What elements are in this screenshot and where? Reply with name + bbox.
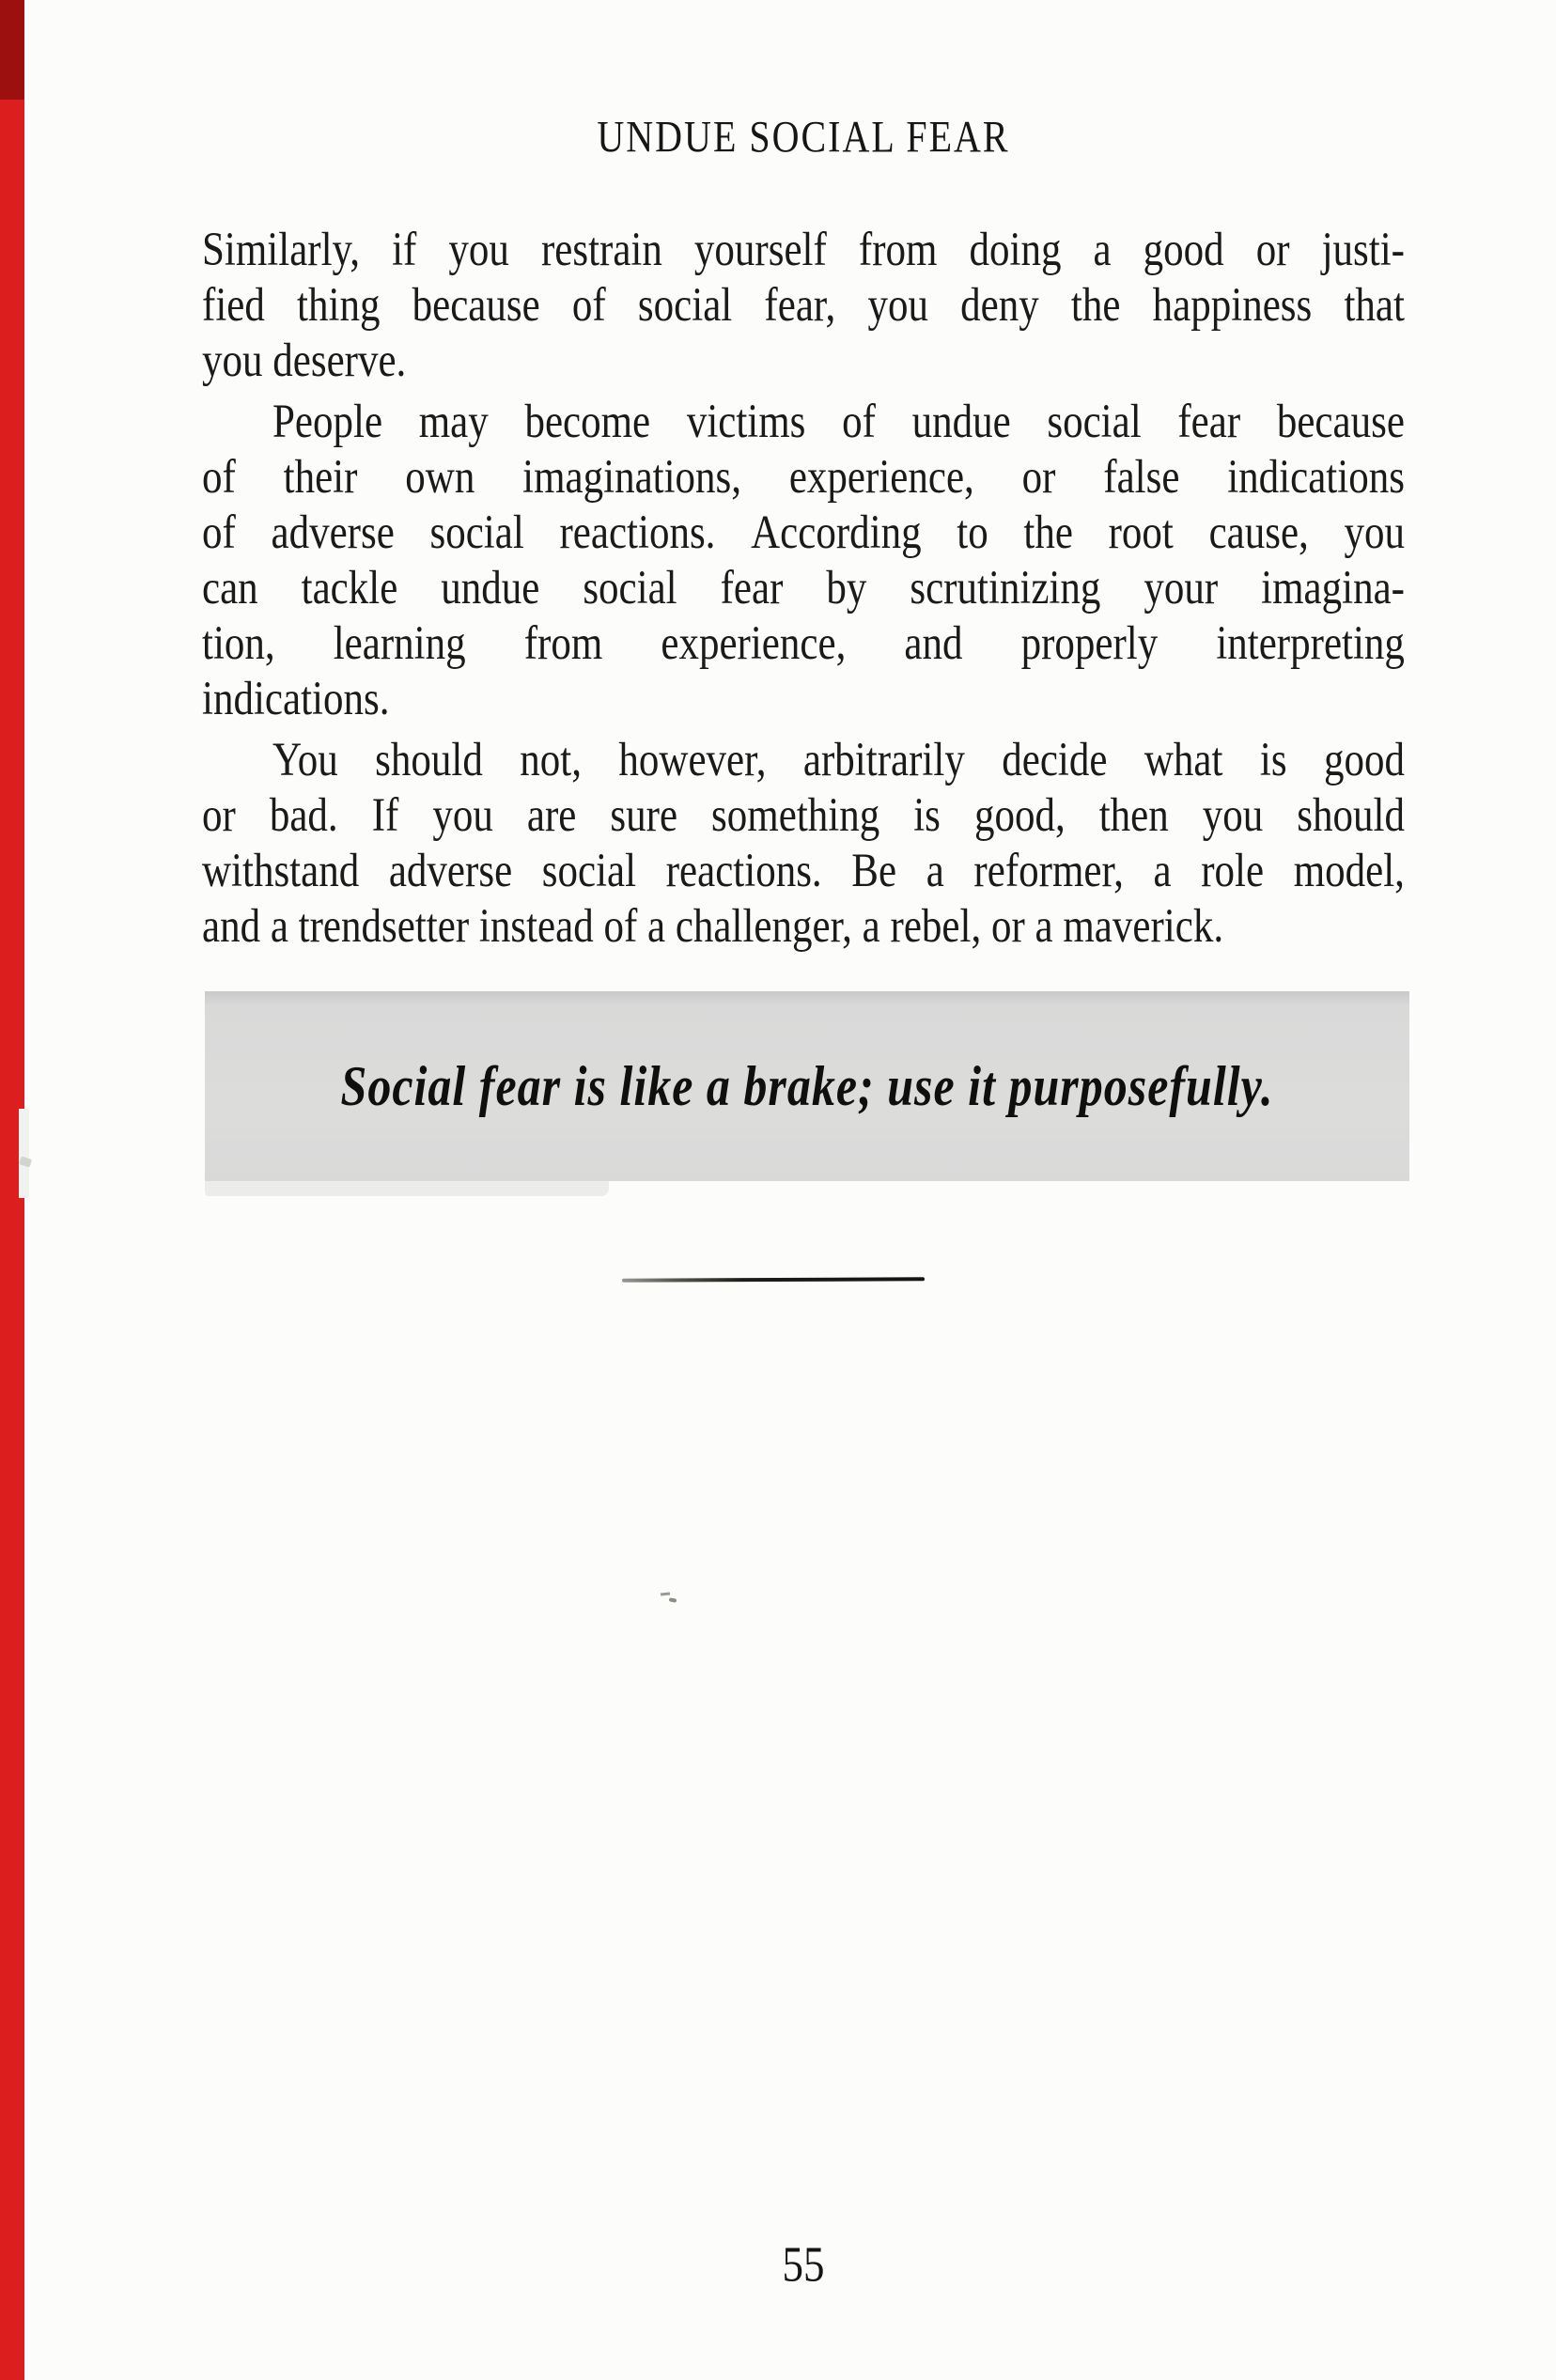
- word: you: [1202, 789, 1264, 842]
- word: if: [392, 224, 417, 276]
- word: justi-: [1321, 224, 1405, 276]
- page-number: 55: [782, 2236, 825, 2293]
- word: social: [429, 506, 524, 559]
- quote-text: Social fear is like a brake; use it purposefully.: [340, 1053, 1274, 1118]
- word: Be: [851, 845, 897, 897]
- word: should: [375, 734, 483, 786]
- word: Similarly,: [202, 224, 361, 276]
- word: own: [405, 451, 475, 504]
- word: tackle: [301, 562, 398, 614]
- word: what: [1144, 734, 1223, 786]
- word: arbitrarily: [802, 734, 965, 786]
- word: is: [913, 789, 941, 842]
- word: social: [583, 562, 677, 614]
- word: because: [412, 279, 540, 332]
- word: fied: [202, 279, 265, 332]
- section-divider-rule: [622, 1277, 925, 1282]
- body-paragraph: [202, 733, 1405, 955]
- pen-mark-tick: [19, 1156, 32, 1167]
- word: reactions.: [559, 506, 716, 559]
- word: the: [1070, 279, 1121, 332]
- word: from: [523, 617, 603, 670]
- word: sure: [610, 789, 678, 842]
- scan-smudge-artifact: [661, 1591, 681, 1604]
- word: that: [1344, 279, 1405, 332]
- word: a: [1153, 845, 1172, 897]
- scan-edge-stripe-top: [0, 0, 24, 100]
- word: or: [1255, 224, 1290, 276]
- word: scrutinizing: [910, 562, 1101, 614]
- word: interpreting: [1216, 617, 1405, 670]
- word: good: [1143, 224, 1224, 276]
- word: model,: [1293, 845, 1405, 897]
- word: yourself: [693, 224, 827, 276]
- word: imagina-: [1261, 562, 1405, 614]
- word: become: [524, 396, 651, 448]
- word: can: [202, 562, 258, 614]
- word: You: [272, 734, 338, 786]
- word: restrain: [540, 224, 662, 276]
- word: social: [541, 845, 637, 897]
- word: properly: [1020, 617, 1159, 670]
- word: undue: [911, 396, 1011, 448]
- word: happiness: [1152, 279, 1313, 332]
- word: adverse: [388, 845, 513, 897]
- word: indications: [1227, 451, 1405, 504]
- text-line: and a trendsetter instead of a challenger, a rebel, or a maverick.: [202, 900, 1224, 953]
- word: of: [202, 451, 236, 504]
- text-line: indications.: [202, 673, 390, 725]
- word: fear,: [764, 279, 836, 332]
- word: decide: [1002, 734, 1108, 786]
- word: According: [751, 506, 922, 559]
- word: root: [1108, 506, 1174, 559]
- body-text: [202, 223, 1405, 955]
- word: victims: [686, 396, 806, 448]
- smudge-dot: [669, 1597, 677, 1602]
- word: of: [202, 506, 236, 559]
- word: People: [272, 396, 383, 448]
- word: undue: [441, 562, 540, 614]
- word: experience,: [788, 451, 974, 504]
- word: imaginations,: [522, 451, 742, 504]
- word: good,: [973, 789, 1066, 842]
- word: cause,: [1208, 506, 1309, 559]
- word: and: [904, 617, 963, 670]
- word: social: [637, 279, 733, 332]
- word: from: [858, 224, 938, 276]
- pen-mark-artifact: [19, 1109, 29, 1198]
- word: to: [957, 506, 988, 559]
- scan-shadow-artifact: [205, 1181, 609, 1196]
- word: you: [432, 789, 493, 842]
- body-paragraph: [202, 395, 1405, 727]
- smudge-dash: [661, 1592, 670, 1595]
- word: experience,: [661, 617, 847, 670]
- word: may: [418, 396, 489, 448]
- word: doing: [969, 224, 1062, 276]
- word: good: [1324, 734, 1405, 786]
- word: you: [448, 224, 509, 276]
- word: a: [926, 845, 944, 897]
- word: the: [1023, 506, 1073, 559]
- word: of: [842, 396, 876, 448]
- text-line: you deserve.: [202, 334, 407, 387]
- word: reactions.: [665, 845, 822, 897]
- word: you: [867, 279, 928, 332]
- word: learning: [333, 617, 466, 670]
- word: something: [711, 789, 880, 842]
- word: your: [1144, 562, 1219, 614]
- word: their: [283, 451, 358, 504]
- word: not,: [520, 734, 582, 786]
- word: fear: [720, 562, 784, 614]
- word: thing: [297, 279, 381, 332]
- word: social: [1047, 396, 1142, 448]
- word: withstand: [202, 845, 360, 897]
- word: a: [1093, 224, 1112, 276]
- word: deny: [960, 279, 1039, 332]
- word: reformer,: [973, 845, 1124, 897]
- word: you: [1344, 506, 1405, 559]
- word: or: [1021, 451, 1056, 504]
- word: tion,: [202, 617, 275, 670]
- word: If: [371, 789, 399, 842]
- word: should: [1297, 789, 1405, 842]
- quote-box: [205, 991, 1409, 1181]
- body-paragraph: [202, 223, 1405, 389]
- word: adverse: [271, 506, 395, 559]
- word: by: [826, 562, 867, 614]
- word: false: [1103, 451, 1180, 504]
- word: however,: [618, 734, 767, 786]
- word: is: [1259, 734, 1287, 786]
- word: bad.: [269, 789, 338, 842]
- word: or: [202, 789, 236, 842]
- scan-edge-stripe-main: [0, 100, 24, 2380]
- word: then: [1098, 789, 1169, 842]
- word: role: [1201, 845, 1265, 897]
- word: because: [1276, 396, 1405, 448]
- running-header: UNDUE SOCIAL FEAR: [597, 111, 1010, 163]
- word: of: [571, 279, 606, 332]
- word: fear: [1177, 396, 1241, 448]
- word: are: [526, 789, 577, 842]
